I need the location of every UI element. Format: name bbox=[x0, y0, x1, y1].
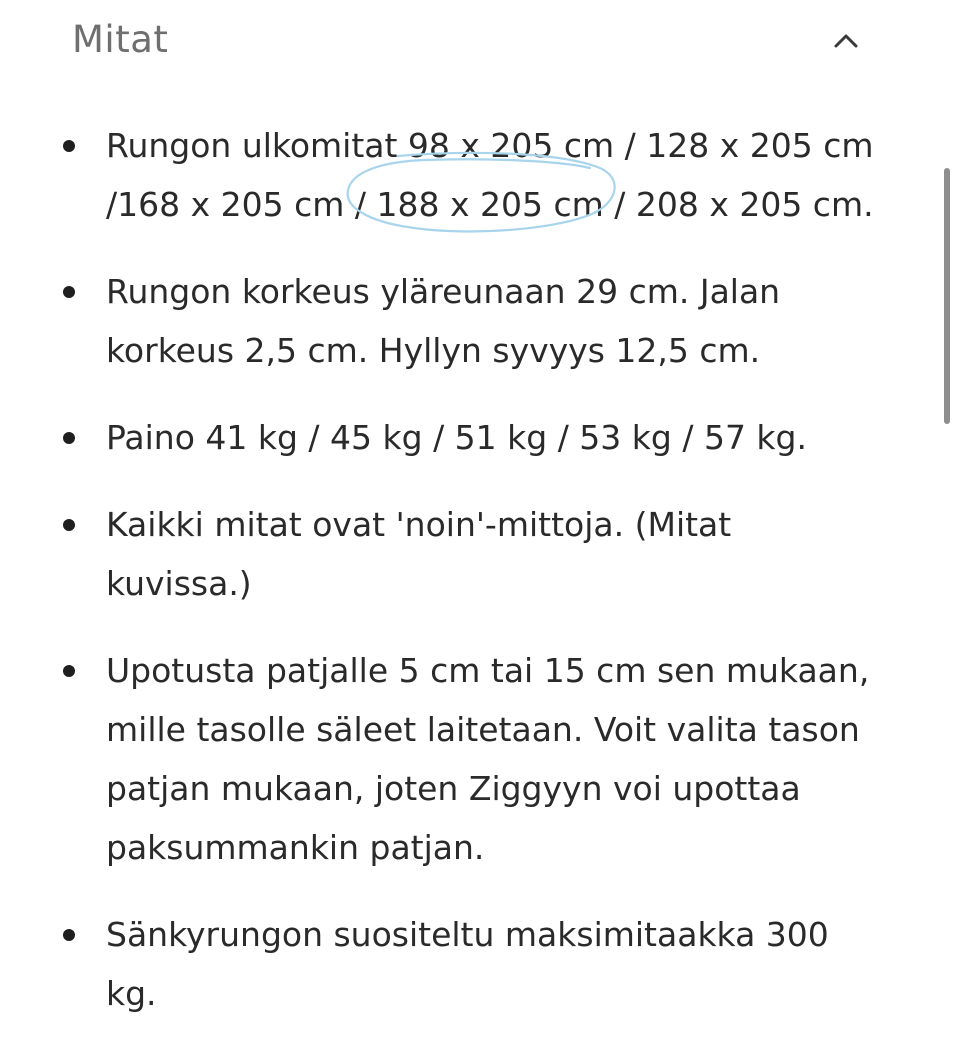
bullet-icon bbox=[63, 929, 75, 941]
list-item bbox=[0, 408, 876, 467]
bullet-icon bbox=[63, 432, 75, 444]
chevron-up-icon[interactable] bbox=[830, 26, 862, 54]
list-item bbox=[0, 262, 876, 380]
list-item-text: Paino 41 kg / 45 kg / 51 kg / 53 kg / 57 kg. bbox=[106, 418, 807, 457]
list-item-text: Rungon korkeus yläreunaan 29 cm. Jalan korkeus 2,5 cm. Hyllyn syvyys 12,5 cm. bbox=[106, 272, 781, 370]
list-item-text: Sänkyrungon suositeltu maksimitaakka 300 kg. bbox=[106, 915, 829, 1013]
dimensions-list bbox=[0, 116, 940, 1040]
bullet-icon bbox=[63, 665, 75, 677]
list-item-text: Rungon ulkomitat 98 x 205 cm / 128 x 205 cm /168 x 205 cm / 188 x 205 cm / 208 x 205 cm. bbox=[106, 126, 874, 224]
list-item bbox=[0, 641, 876, 877]
dimensions-accordion-header[interactable] bbox=[0, 0, 960, 84]
bullet-icon bbox=[63, 140, 75, 152]
list-item-text: Upotusta patjalle 5 cm tai 15 cm sen mukaan, mille tasolle säleet laitetaan. Voit valita tason patjan mukaan, joten Ziggyyn voi upottaa paksummankin patjan. bbox=[106, 651, 870, 867]
list-item bbox=[0, 905, 876, 1023]
scrollbar-thumb[interactable] bbox=[944, 168, 950, 424]
section-title: Mitat bbox=[72, 18, 169, 61]
list-item bbox=[0, 116, 876, 234]
bullet-icon bbox=[63, 519, 75, 531]
bullet-icon bbox=[63, 286, 75, 298]
scrollbar[interactable] bbox=[942, 0, 960, 1040]
list-item bbox=[0, 495, 876, 613]
list-item-text: Kaikki mitat ovat 'noin'-mittoja. (Mitat kuvissa.) bbox=[106, 505, 732, 603]
